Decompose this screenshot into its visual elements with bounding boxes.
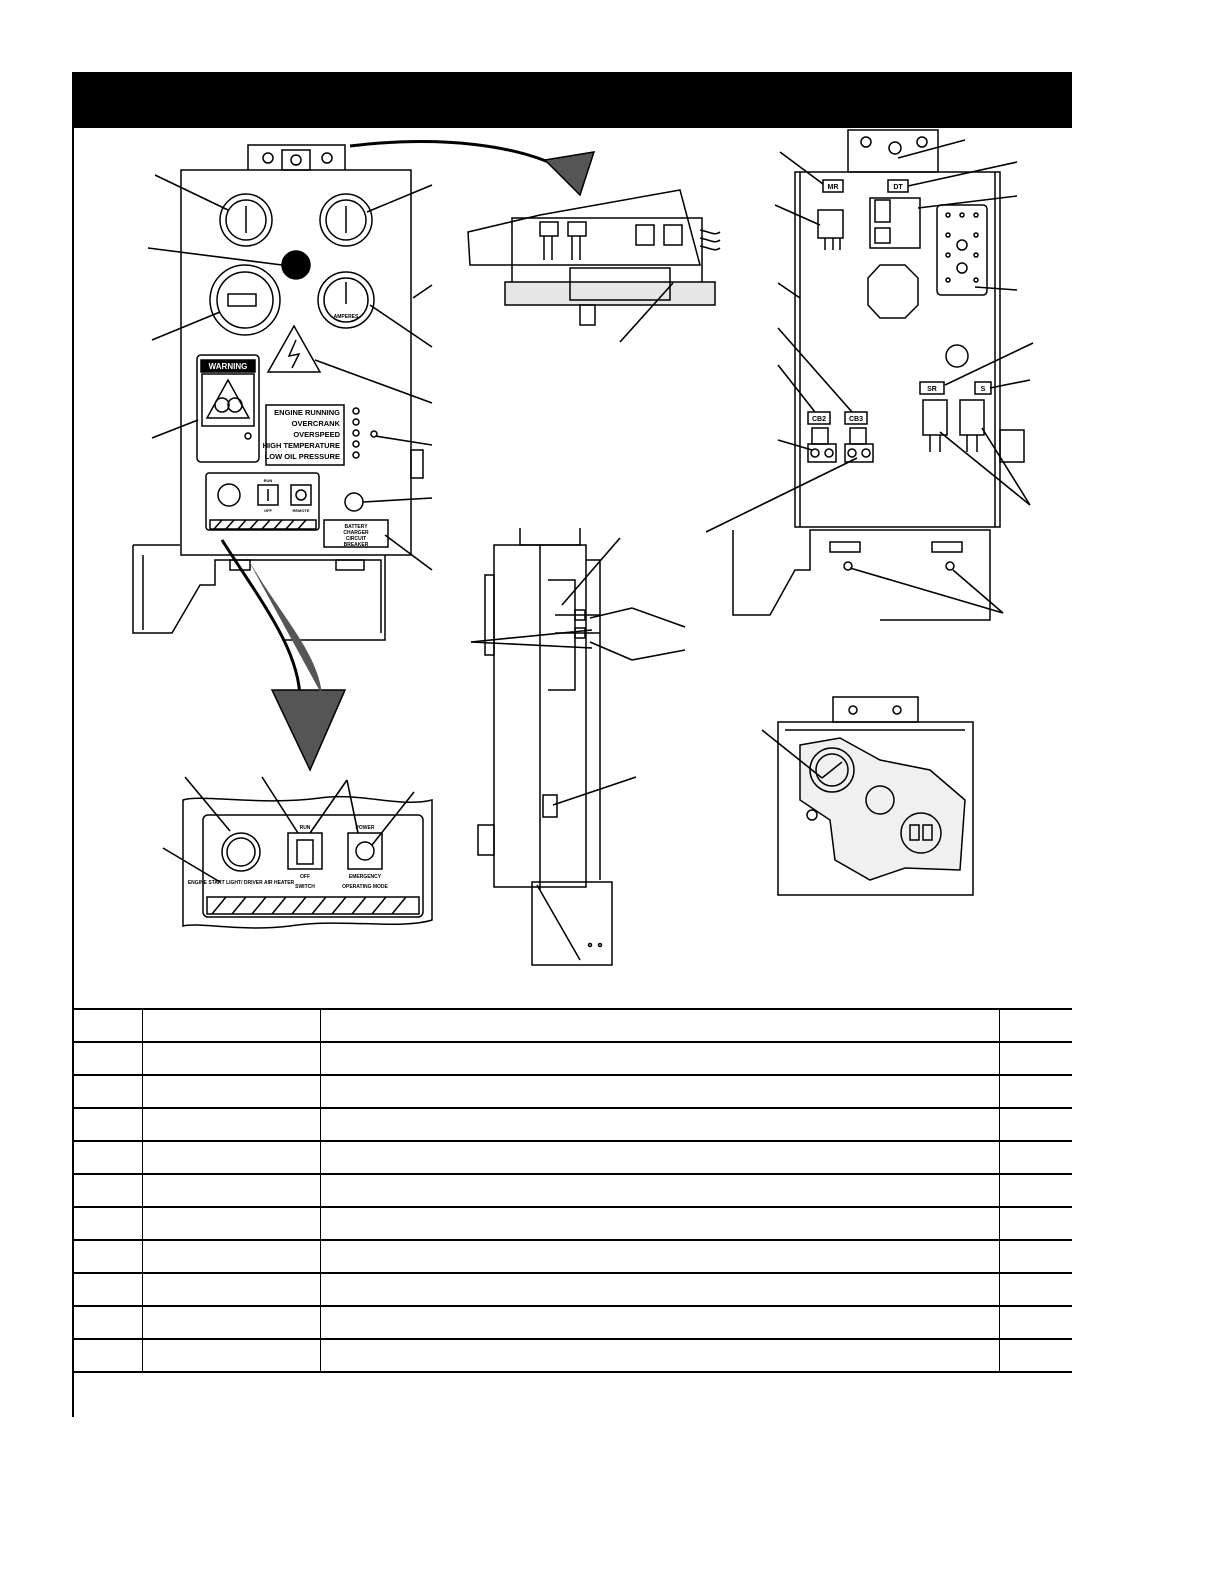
table-row [72,1207,1072,1240]
table-row [72,1174,1072,1207]
detail-power-caption-1: EMERGENCY [348,874,382,880]
table-row [72,1042,1072,1075]
panel-switch-top-label: RUN [263,478,273,483]
plate-line-2: CHARGER [343,530,369,536]
detail-power-top: POWER [355,825,375,831]
relay-tag-dt: DT [893,184,903,191]
relay-tag-s: S [980,386,986,393]
detail-switch-top: RUN [299,825,311,831]
indicator-light [282,251,310,279]
table-header-row [72,1009,1072,1042]
hour-meter [210,265,280,335]
detail-switch-caption: SWITCH [295,884,315,890]
status-light-overspeed: OVERSPEED [293,430,340,439]
plate-line-4: BREAKER [343,542,369,548]
gauge-top-left [220,194,272,246]
status-light-low-oil-pressure: LOW OIL PRESSURE [264,452,340,461]
header-bar [72,72,1072,128]
plate-line-3: CIRCUIT [345,536,367,542]
plate-line-1: BATTERY [344,524,368,530]
detail-switch-bottom: OFF [300,874,310,880]
warning-label: WARNING [208,362,248,371]
gauge-top-right [320,194,372,246]
table-row [72,1273,1072,1306]
ammeter-gauge [318,272,374,328]
relay-tag-sr: SR [927,386,937,393]
relay-tag-mr: MR [827,184,839,191]
panel-remote-label: REMOTE [292,508,310,513]
parts-figure [74,128,1072,1008]
table-row [72,1108,1072,1141]
detail-power-caption-2: OPERATING MODE [342,884,388,890]
table-row [72,1306,1072,1339]
rear-cutaway [778,697,973,895]
callout-arrow-top [350,142,565,170]
top-view-cutaway [468,190,720,325]
parts-list-table [72,1008,1072,1373]
table-row [72,1075,1072,1108]
interior-view [733,130,1024,620]
status-light-high-temperature: HIGH TEMPERATURE [262,441,340,450]
relay-tag-cb2: CB2 [811,416,827,423]
relay-tag-cb3: CB3 [848,416,864,423]
callout-arrow-down [272,690,345,770]
table-row [72,1141,1072,1174]
panel-switch-bottom-label: OFF [264,508,272,513]
control-panel-front [133,145,423,640]
ammeter-label: AMPERES [333,314,359,320]
side-view [478,528,612,965]
status-light-engine-running: ENGINE RUNNING [274,408,340,417]
table-row [72,1240,1072,1273]
detail-light-caption: ENGINE START LIGHT/ DRIVER AIR HEATER [187,880,295,886]
status-light-overcrank: OVERCRANK [291,419,340,428]
table-row [72,1339,1072,1372]
